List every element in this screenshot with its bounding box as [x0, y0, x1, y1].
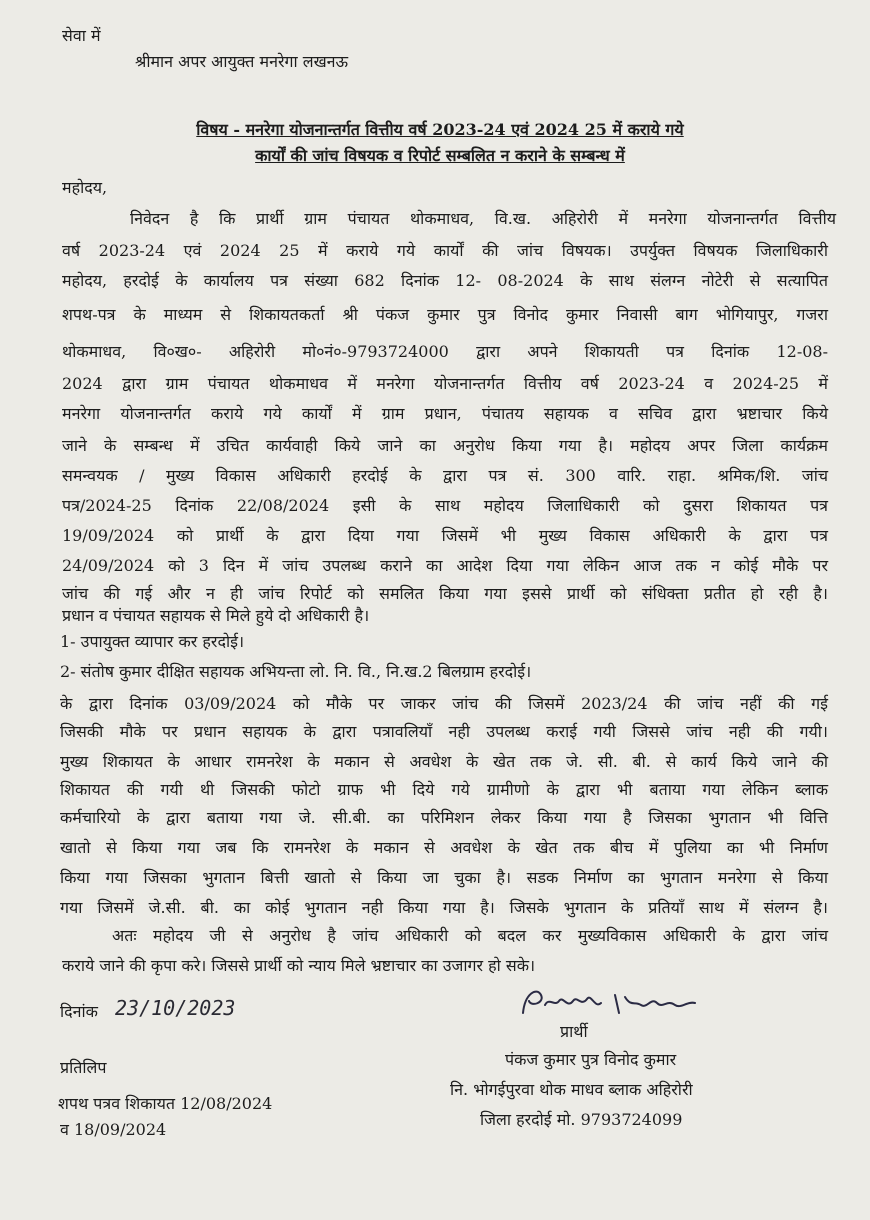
applicant-name: पंकज कुमार पुत्र विनोद कुमार: [505, 1050, 677, 1069]
signature-image: [515, 983, 705, 1023]
applicant-district-mobile: जिला हरदोई मो. 9793724099: [480, 1110, 683, 1129]
body-line: पत्र/2024-25 दिनांक 22/08/2024 इसी के साथ महोदय जिलाधिकारी को दुसरा शिकायत पत्र: [62, 496, 828, 515]
body-line: किया गया जिसका भुगतान बित्ती खातो से किया जा चुका है। सडक निर्माण का भुगतान मनरेगा से किया: [60, 868, 828, 887]
body-line: महोदय, हरदोई के कार्यालय पत्र संख्या 682 दिनांक 12- 08-2024 के साथ संलग्न नोटेरी से सत्यापित: [62, 271, 828, 290]
addressee: श्रीमान अपर आयुक्त मनरेगा लखनऊ: [135, 52, 349, 71]
body-line: खातो से किया गया जब कि रामनरेश के मकान से अवधेश के खेत तक बीच में पुलिया का भी निर्माण: [60, 838, 828, 857]
applicant-label: प्रार्थी: [560, 1022, 588, 1041]
body-line: समन्वयक / मुख्य विकास अधिकारी हरदोई के द्वारा पत्र सं. 300 वारि. राहा. श्रमिक/शि. जांच: [62, 466, 828, 485]
body-line: अतः महोदय जी से अनुरोध है जांच अधिकारी को बदल कर मुख्यविकास अधिकारी के द्वारा जांच: [112, 926, 828, 945]
body-line: जांच की गई और न ही जांच रिपोर्ट को समलित किया गया इससे प्रार्थी को संधिक्ता प्रतीत हो रही है।: [62, 584, 828, 603]
body-line: मनरेगा योजनान्तर्गत कराये गये कार्यों में ग्राम प्रधान, पंचातय सहायक व सचिव द्वारा भ्रष्टाचार किये: [62, 404, 828, 423]
body-line: शपथ-पत्र के माध्यम से शिकायतकर्ता श्री पंकज कुमार पुत्र विनोद कुमार निवासी बाग भोगियापुर, गजरा: [62, 305, 828, 324]
body-line: निवेदन है कि प्रार्थी ग्राम पंचायत थोकमाधव, वि.ख. अहिरोरी में मनरेगा योजनान्तर्गत वित्तीय: [130, 209, 836, 228]
body-line: वर्ष 2023-24 एवं 2024 25 में कराये गये कार्यों की जांच विषयक। उपर्युक्त विषयक जिलाधिकारी: [62, 241, 828, 260]
copy-line-1: शपथ पत्रव शिकायत 12/08/2024: [58, 1094, 273, 1113]
body-line: कराये जाने की कृपा करे। जिससे प्रार्थी को न्याय मिले भ्रष्टाचार का उजागर हो सके।: [62, 956, 536, 975]
copy-heading: प्रतिलिप: [60, 1058, 107, 1077]
subject-line-1: विषय - मनरेगा योजनान्तर्गत वित्तीय वर्ष 2023-24 एवं 2024 25 में कराये गये: [196, 120, 684, 139]
body-line: शिकायत की गयी थी जिसकी फोटो ग्राफ भी दिये गये ग्रामीणो के द्वारा भी बताया गया लेकिन ब्लाक: [60, 780, 828, 799]
salutation-to: सेवा में: [62, 26, 101, 45]
body-line: जिसकी मौके पर प्रधान सहायक के द्वारा पत्रावलियाँ नही उपलब्ध कराई गयी जिससे जांच नही की गयी।: [60, 722, 828, 741]
date-label: दिनांक: [60, 1002, 98, 1021]
body-line: के द्वारा दिनांक 03/09/2024 को मौके पर जाकर जांच की जिसमें 2023/24 की जांच नहीं की गई: [60, 694, 828, 713]
applicant-address: नि. भोगईपुरवा थोक माधव ब्लाक अहिरोरी: [450, 1080, 693, 1099]
body-line: 24/09/2024 को 3 दिन में जांच उपलब्ध कराने का आदेश दिया गया लेकिन आज तक न कोई मौके पर: [62, 556, 828, 575]
body-line: 2- संतोष कुमार दीक्षित सहायक अभियन्ता लो. नि. वि., नि.ख.2 बिलग्राम हरदोई।: [60, 662, 532, 681]
body-line: कर्मचारियो के द्वारा बताया गया जे. सी.बी. का परिमिशन लेकर किया गया है जिसका भुगतान भी वित्ति: [60, 808, 828, 827]
body-line: गया जिसमें जे.सी. बी. का कोई भुगतान नही किया गया है। जिसके भुगतान के प्रतियाँ साथ में संलग्न है।: [60, 898, 828, 917]
body-line: थोकमाधव, वि०ख०- अहिरोरी मो०नं०-9793724000 द्वारा अपने शिकायती पत्र दिनांक 12-08-: [62, 342, 828, 361]
body-line: 2024 द्वारा ग्राम पंचायत थोकमाधव में मनरेगा योजनान्तर्गत वित्तीय वर्ष 2023-24 व 2024-25 में: [62, 374, 828, 393]
body-line: 1- उपायुक्त व्यापार कर हरदोई।: [60, 632, 245, 651]
body-line: जाने के सम्बन्ध में उचित कार्यवाही किये जाने का अनुरोध किया गया है। महोदय अपर जिला कार्यक्रम: [62, 436, 828, 455]
date-value: 23/10/2023: [115, 996, 236, 1020]
greeting: महोदय,: [62, 178, 108, 197]
copy-line-2: व 18/09/2024: [60, 1120, 167, 1139]
body-line: 19/09/2024 को प्रार्थी के द्वारा दिया गया जिसमें भी मुख्य विकास अधिकारी के द्वारा पत्र: [62, 526, 828, 545]
subject-line-2: कार्यों की जांच विषयक व रिपोर्ट सम्बलित न कराने के सम्बन्ध में: [255, 146, 625, 165]
body-line: मुख्य शिकायत के आधार रामनरेश के मकान से अवधेश के खेत तक जे. सी. बी. से कार्य किये जाने की: [60, 752, 828, 771]
body-line: प्रधान व पंचायत सहायक से मिले हुये दो अधिकारी है।: [62, 606, 370, 625]
